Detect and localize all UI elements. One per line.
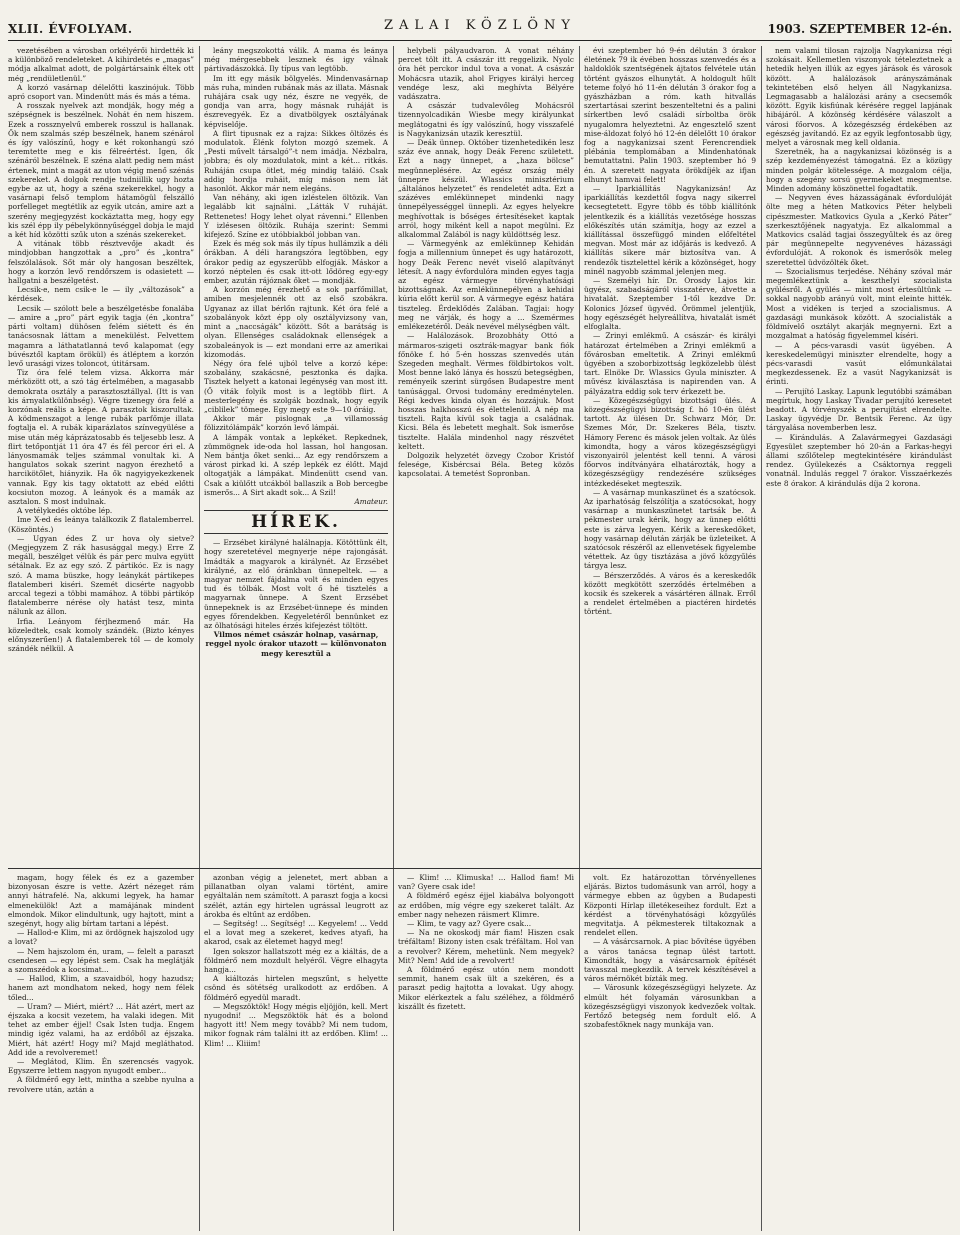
col4-paragraph: — Közegészségügyi bizottsági ülés. A közegészségügyi bizottság f. hó 10-én ülést tartott. Az ülésen Dr. Schwarz Mór, Dr. Szemes Mór, Dr. Szekeres Béla, tisztv. Hámory Ferenc és mások jelen voltak. Az ülés kimondta, hogy a város közegészségügyi viszonyairól jelentést kell tenni. A városi főorvos indítványára elhatározták, hogy a közegészségügy rendezésére szükséges intézkedéseket megteszik. <box>584 395 756 488</box>
col4-paragraph: — A vasárnap munkaszünet és a szatócsok. Az iparhatóság felszólítja a szatócsokat, hogy vasárnap a munkaszünetet tartsák be. A pékmester urak kérik, hogy az ünnep előtti este is zárva legyen. Kérik a kereskedőket, hogy vasárnap délután zárják be üzleteiket. A szatócsok részéről az ellenvetések figyelembe vétettek. Az ügy tisztázása a jövő közgyűlés tárgya lesz. <box>584 487 756 571</box>
col1-paragraph: — Ugyan édes Z ur hova oly sietve? (Megjegyzem Z rák hasusággal megy.) Erre Z megáll, beszélget vélük és pár perc mulva együtt sétálnak. Ez az egy szó. Z pártikóc. Ez is nagy szó. A mama büszke, hogy leánykát pártikepes flatalemberi kiséri. Szemét dicsérte nagyobb arccal tegezi a többi mamához. A többi pártikóp flatalemberre nérése oly hatást tesz, minta nálunk az állon. <box>8 533 194 617</box>
col5-paragraph: nem valami tilosan rajzolja Nagykanizsa régi szokásait. Kellemetlen viszonyok tételeztetnek a hetedik helyen illúk az egyes járások és városok között. A halálozások arányszámának tekintetében első helyen áll Nagykanizsa. Legmagasabb a halálozási arány a csecsemők között. Egyik kisfiúnak kérésére reggel lapjának hibájáról. A közönség kérdésére válaszolt a városi főorvos. A közegészség érdekében az egészség javítandó. Ez az egyik legfontosabb ügy, melyet a városnak meg kell oldania. <box>766 46 952 148</box>
col4-paragraph: — Iparkiállítás Nagykanizsán! Az iparkiállítás kezdettől fogva nagy sikerrel kecsegtetett. Egyre több és több kiállítónk jelentkezik és a kiállítás vezetősége hosszas előkészítés után számítja, hogy az ezzel a kiállítással összefüggő minden előfeltétel megvan. Most már az időjárás is kedvező. A kiállítás sikere már biztosítva van. A rendezők tisztelettel kérik a közönséget, hogy minél nagyobb számmal jelenjen meg. <box>584 184 756 276</box>
col3-paragraph: — Deák ünnep. Október tizenhetedikén lesz száz éve annak, hogy Deák Ferenc született. Ezt a nagy ünnepet, a „haza bölcse” megünneplésére. Az egész ország mély ünnepre készül. Wlassics minisztérium „általános helyzetet” és rendeletét adta. Ezt a százéves emlékünnepet mindenki nagy ünnepélyességgel ünnepli. Az egyes helyekre meghívottak is bőséges értesítéseket kaptak arról, hogy miként kell a napot megülni. Ez alkalommal Zalából is nagy küldöttség lesz. <box>398 138 574 240</box>
feuilleton-column-3 <box>398 873 574 1231</box>
col1-paragraph: A korzó vasárnap délelőtti kaszinójuk. Több apró csoport van. Mindenütt más és más a téma. <box>8 82 194 102</box>
col5-paragraph: — Negyven éves házasságának évfordulóját ölte meg a héten Matkovics Péter helybeli cipészmester. Matkovics Gyula a „Kerkó Páter” szerkesztőjének nagyatyja. Ez alkalommal a Matkovics család tagjai összegyűltek és az öreg pár megünnepelte negyvenéves házassági évfordulóját. A rokonok és ismerősök meleg szeretettel üdvözölték őket. <box>766 193 952 267</box>
col2-paragraph: Van néhány, aki igen izléstelen öltözik. Van legalább kit sajnálni. „Látták V ruháját. Rettenetes! Hogy lehet olyat rávenni.” Ellenben Y izlésesen öltözik. Ruhája szerint: Semmi kifejező. Színe ez utóbbiakból jobban van. <box>204 193 388 240</box>
col2-paragraph: A flirt tipusnak ez a rajza: Sikkes öltözés és modulatok. Élénk folyton mozgó szemek. A „Pesti művelt társalgó”-t nem imádja. Nézbalra, jobbra; és oly mozdulatok, mint a két... ritkás. Ruháján csupa ötlet, még mindig taláió. Csak addig hordja ruháit, míg máson nem lát hasonlót. Akkor már nem elegáns. <box>204 128 388 194</box>
col3-paragraph: helybeli pályaudvaron. A vonat néhány percet tölt itt. A császár itt reggelizik. Nyolc óra hét perckor indul tova a vonat. A császár Mohácsra utazik, ahol Frigyes királyi herceg vendége lesz, aki meghívta Bélyére vadászatra. <box>398 46 574 102</box>
col3-paragraph: — Vármegyénk az emlékünnep Kehidán fogja a millennium ünnepet és ugy határozott, hogy Deák Ferenc nevét viselő alapítványt létesít. A nagy évfordulóra minden egyes tagja az egész vármegye törvényhatósági bizottságnak. Az emlékünnepélyen a kehidai kúria előtt kerül sor. A vármegye egész határa tiszteleg. Érdeklődés Zalában. Tagjai: hogy meg ne várják, és hogy a ... Szemérmes emlékezetéről. Deák nevével mélységben vált. <box>398 239 574 332</box>
column-divider <box>761 46 762 1231</box>
newspaper-title: ZALAI KÖZLÖNY <box>383 18 576 33</box>
col3-paragraph: — Halálozások. Brozobháty Ottó a mármaros-szigeti osztrák-magyar bank fiók főnöke f. hó 5-én hosszas szenvedés után Szegeden meghalt. Vérmes földbirtokos volt. Most benne lakó lánya és hosszú betegségben, reményeik szerint sürgősen Budapestre ment tanúsággal. Orvosi tudomány eredménytelen. Régi kedves kinda olyan és hozzájuk. Most hosszas halkhosszú és élettelenül. A nép ma tiszteli. Rajta kívül sok tagja a családnak. Kicsi. Béla és lebetett meghalt. Sok ismerőse tisztelte. Halála mindenhol nagy részvétet keltett. <box>398 331 574 451</box>
col5-paragraph: — Kirándulás. A Zalavármegyei Gazdasági Egyesület szeptember hó 20-án a Farkas-hegyi állami szőlőtelep megtekintésére kirándulást rendez. Gyülekezés a Csáktornya reggeli vonatnál. Indulás reggel 7 órakor. Visszaérkezés este 8 órakor. A kirándulás díja 2 korona. <box>766 432 952 488</box>
column-5 <box>766 46 952 1231</box>
col5-paragraph: Szeretnék, ha a nagykanizsai közönség is a szép kezdeményezést támogatná. Ez a közügy minden polgár kötelessége. A mozgalom célja, hogy a szegény sorsú gyermekeket megmentse. Minden adomány köszönettel fogadtatik. <box>766 147 952 194</box>
b2-paragraph: Igen sokszor hallatszott még ez a kiáltás, de a földmérő nem mozdult helyéről. Végre elhagyta hangja... <box>204 946 388 975</box>
col1-paragraph: Lecsik-e, nem csik-e le — ily „változások” a kérdések. <box>8 285 194 304</box>
b1-paragraph: A földmérő egy lett, mintha a szebbe nyulna a revolvere után, aztán a <box>8 1075 194 1094</box>
b2-paragraph: azonban végig a jelenetet, mert abban a pillanatban olyan valami történt, amire egyáltalán nem számított. A paraszt fogja a kocsi szélét, aztán egy hirtelen ugrással leugrott az árokba és eltűnt az erdőben. <box>204 873 388 919</box>
b1-paragraph: — Hallod, Klim, a szavaidból, hogy hazudsz; hanem azt mondhatom neked, hogy nem félek tőled... <box>8 974 194 1002</box>
b1-paragraph: — Meglátod, Klim. Én szerencsés vagyok. Egyszerre lettem nagyon nyugodt ember... <box>8 1057 194 1076</box>
col2-headline: Vilmos német császár holnap, vasárnap, reggel nyolc órakor utazott — különvonaton megy keresztül a <box>205 630 387 658</box>
col5-paragraph: — Szocialismus terjedése. Néhány szóval már megemlékeztünk a kesztheIyi szocialista gyülésről. A gyülés — mint most értesültünk — sokkal nagyobb arányú volt, mint eleinte hitték. Most a vidéken is terjed a szocialismus. A gazdasági munkások között. A szocialisták a földmívelő osztályt akarják megnyerni. Ezt a mozgalmat a hatóság figyelemmel kíséri. <box>766 266 952 341</box>
feuilleton-divider <box>8 868 761 869</box>
col2-paragraph: Ezek és még sok más ily típus hullámzik a déli órákban. A déli harangszóra legtöbben, egy órakor pedig az egyszerűbb elfogják. Máskor a korzó néptelen és csak itt-ott lődöreg egy-egy ember, azután rájóznak őket — mondják. <box>204 239 388 286</box>
col3-paragraph: Dolgozik helyzetét özvegy Czobor Kristóf felesége, Kisbércsai Béla. Beteg közös kapcsolatai. A temetést Sopronban. <box>398 450 574 479</box>
col2-paragraph: A korzón még érezhető a sok parfőmillat, amiben mesjelennék ott az első szobákra. Ugyanaz az illat bérlőn rajtunk. Két óra felé a szobalányok közt épp oly osztályvizsony van, mint a „naccságák” között. Sőt a barátság is olyan. Ellenséges családoknak ellenségek a szobaleányok is — ezt mondani erre az amerikai kizomodás. <box>204 285 388 359</box>
feuilleton-column-2 <box>204 873 388 1231</box>
col3-paragraph: A császár tudvalevőleg Mohácsról tizennyolcadikán Wiesbe megy királyunkat meglátogatni és így valószínű, hogy visszafelé is Nagykanizsán utazik keresztül. <box>398 101 574 138</box>
col2-paragraph: leány megszokottá válik. A mama és leánya még mérgesebbek lesznek és igy válnak pártivadászokká. Ily típus van legtöbb. <box>204 46 388 74</box>
b1-paragraph: — Hallod-e Klim, mi az ördögnek hajszolod ugy a lovat? <box>8 928 194 947</box>
b3-paragraph: A földmérő egész éjjel kiabálva bolyongott az erdőben, míg végre egy szekeret talált. Az ember nagy nehezen ráismert Klimre. <box>398 891 574 919</box>
col1-paragraph: A rosszak nyelvek azt mondják, hogy még a szépségnek is beszélnek. Nohát én nem hiszem. Ezek a rossznyelvű emberek rosszul is hallanak. Ők nem szalmás szép beszélnek, hanem szénárol és így valószínű, hogy e két rokonhangú szó teremtette meg e kis félreértést. Igen, ők szénáról beszélnek. E széna alatt pedig nem mást értenek, mint a magát az uton végig menő szénás szekereket. A dolgok rendje tudniillik ugy hozta egybe az ut, hogy a széna szekerekkel, hogy a vasárnapi felső templom hátamögül felszálló porfelleget megtétlik az egyik utcán, amire azt a szerény megjegyzést kockáztatta meg, hogy egy kis szél épp ily pébelykönnyűséggel dobja le majd a két híd közötti szűk uton a szénás szekereket. <box>8 101 194 240</box>
col4-paragraph: — Bérszerződés. A város és a kereskedők között megkötött szerződés értelmében a kocsik és szekerek a vásártéren állnak. Erről a rendelet értelmében a piactéren hirdetés történt. <box>584 570 756 617</box>
column-4 <box>584 46 756 864</box>
b3-paragraph: — Klim! ... Klimuska! ... Hallod fiam! Mi van? Gyere csak ide! <box>398 873 574 892</box>
b4-paragraph: — A vásárcsarnok. A piac bővítése ügyében a város tanácsa tegnap ülést tartott. Kimondták, hogy a vásárcsarnok építését tavasszal megkezdik. A tervek készítésével a város mérnökét bízták meg. <box>584 937 756 984</box>
b1-paragraph: — Uram? — Miért, miért? ... Hát azért, mert az éjszaka a kocsit vezetem, ha valaki idegen. Mit tehet az ember éjjel! Csak Isten tudja. Engem mindig igéz valami, ha az erdőből az éjszaka. Miért, hát azért! Hogy mi? Majd megláthatod. Add ide a revolveremet! <box>8 1001 194 1057</box>
col1-paragraph: A vetélykedés októbe lép. <box>17 506 113 516</box>
feuilleton-column-4 <box>584 873 756 1231</box>
b2-paragraph: — Segítség! ... Segítség! ... Kegyelem! ... Vedd el a lovat meg a szekeret, kedves atyafi, ha akarod, csak az életemet hagyd meg! <box>204 919 388 947</box>
col1-paragraph: A vitának több résztvevője akadt és mindjobban hangzottak a „pro” és „kontra” felszólalások. Sőt már oly hangosan beszéltek, hogy a korzón levő rendőrszem is odasietett — hallgatni a beszélgetést. <box>8 239 194 286</box>
b3-paragraph: — Klim, te vagy az? Gyere csak... <box>407 919 532 929</box>
b2-paragraph: — Megszöktök! Hogy mégis eljöjjön, kell. Mert nyugodni! ... Megszöktök hát és a bolond hagyott itt! Nem megy tovább? Mi nem tudom, mikor fognak rám találni itt az erdőben. Klim! ... Klim! ... Kliiim! <box>204 1001 388 1048</box>
b4-paragraph: — Városunk közegészségügyi helyzete. Az elmúlt hét folyamán városunkban a közegészségügyi viszonyok kedvezőek voltak. Fertőző betegség nem fordult elő. A szobafestőknek nagy munkája van. <box>584 983 756 1030</box>
column-divider <box>199 46 200 1231</box>
b1-paragraph: — Nem hajszolom én, uram, — felelt a paraszt csendesen — egy lépést sem. Csak ha meglátják a szomszédok a kocsimat... <box>8 946 194 975</box>
col2-paragraph: A lámpák vontak a lepkéket. Repkednek, zümmögnek ide-oda hol lassan, hol hangosan. Nem bántja őket senki... Az egy rendőrszem a várost pirkad ki. A szép lepkék ez élőtt. Majd oltogatják a lámpákat. Mindenütt csend van. Csak a kiülőtt utcákból ballaszik a Bob bercegbe ismerős... A Sirt akadt sok... A Szil! <box>204 432 388 497</box>
col4-paragraph: — Zrinyi emlékmű. A császár- és királyi határozat értelmében a Zrinyi emlékmű a fővárosban emeltetik. A Zrinyi emlékmű ügyében a szoborbizottság legközelebb ülést tart. Elnöke Dr. Wlassics Gyula miniszter. A művész kiválasztása is napirenden van. A pályázatra eddig sok terv érkezett be. <box>584 331 756 396</box>
col1-paragraph: Ime X-ed és leánya találkozik Z flatalemberrel. (Köszöntés.) <box>8 515 194 534</box>
column-1 <box>8 46 194 864</box>
feuilleton-column-1 <box>8 873 194 1231</box>
col1-paragraph: Irfia. Leányom férjhezmenő már. Ha közeledtek, csak komoly szándék. (Bizto kényes előnyszerűen!) A flatalemberek tól — de komoly szándék nélkül. A <box>8 616 194 654</box>
col2-paragraph: Négy óra felé ujból telve a korzó képe: szobalány, szakácsné, pesztonka és dajka. Tisztek helyett a katonai legénység van most itt. (Ő viták folyik most is a legtöbb flirt. A mesterlegény és szolgák bozdnak, hogy egyik „ciblilek” tömege. Egy megy este 9—10 óráig. <box>204 358 388 414</box>
section-title-hirek: HÍREK. <box>204 510 388 534</box>
column-3 <box>398 46 574 864</box>
column-2 <box>204 46 388 864</box>
volume-label: XLII. ÉVFOLYAM. <box>8 22 133 36</box>
issue-date: 1903. SZEPTEMBER 12-én. <box>767 22 952 36</box>
author-signature: Amateur. <box>354 496 388 506</box>
b2-paragraph: A kiáltozás hirtelen megszűnt, s helyette csönd és sötétség uralkodott az erdőben. A földmérő egyedül maradt. <box>204 974 388 1002</box>
b1-paragraph: magam, hogy félek és ez a gazember bizonyosan észre is vette. Azért nézeget rám annyi hátrafelé. Na, akkumi legyek, ha hamar elmenekülök! Azt a mamájának mindent elmondok. Mikor elindultunk, ugy hajtott, mint a szegényt, hogy alig bírtam tartani a lépést. <box>8 873 194 929</box>
col5-paragraph: — A pécs-varasdi vasút ügyében. A kereskedelemügyi miniszter elrendelte, hogy a pécs-varasdi vasút előmunkálatai megkezdessenek. Ez a vasút Nagykanizsát is érinti. <box>766 340 952 387</box>
col2-paragraph: — Erzsébet királyné halálnapja. Kötöttünk élt, hogy szeretetével megnyerje népe rajongását. Imádták a magyarok a királynét. Az Erzsébet királyné, az elő óránkban ünnepeltek. — a magyar nemzet fájdalma volt és minden egyes tud és tölbák. Most volt ő hé tisztelés a magyarnak ünnepe. A Szent Erzsébet ünnepeknek is az Erzsébet-ünnepe és minden egyes főrendekben. Kegyeletéről bennünket ez az ölhatósági hiteles érzés kifejezést töltött. <box>204 538 388 630</box>
b3-paragraph: — Na ne okoskodj már fiam! Hiszen csak tréfáltam! Bizony isten csak tréfáltam. Hol van a revolver? Kérem, mehetünk. Nem megyek? Mit? Nem! Add ide a revolvert! <box>398 928 574 965</box>
col5-paragraph: — Perujító Laskay. Lapunk legutóbbi számában megírtuk, hogy Laskay Tivadar perujító keresetet beadott. A törvényszék a perujítást elrendelte. Laskay ügyvédje Dr. Bentsik Ferenc. Az ügy tárgyalása novemberben lesz. <box>766 386 952 433</box>
col1-paragraph: Tiz óra felé telem vizsa. Akkorra már mérközött ott, a szó tág értelmében, a magasabb demokrata osztály a parasztosztállyal. (Itt is van kis árnyalatkülönbség). Végre tizenegy óra felé a korzónak reális a képe. A parasztok kiszorultak. A ködmenszagot a lenge rubák parfőmje illata fogtalja el. A rubák kiparázlatos színvegyülése a mise után még káprázatosabb és teljesebb lesz. A flirt tetőpontját 11 óra 47 és fél percor éri el. A lányosmamák teljes számmal vonultak ki. A hangulatos sokak szerint nagyon érezhető a harcikötőlet, hiányzik. Ha ők nagyigyekezkenek vannak. Egy kis tagy oktatott az ebéd előtti kocsiuton mozog. A leányok és a mamák az asztalon. S most indulnak. <box>8 368 194 506</box>
masthead-rule <box>8 40 952 41</box>
column-divider <box>393 46 394 1231</box>
b4-paragraph: volt. Ez határozottan törvényellenes eljárás. Biztos tudomásunk van arról, hogy a vármegye ebben az ügyben a Budapesti Központi Hírlap illetékeseihez fordult. Ezt a kérdést a törvényhatósági közgyűlés megvitatja. A pékmesterek tiltakoznak a rendelet ellen. <box>584 873 756 938</box>
col1-paragraph: vezetésében a városban orkélyérői hirdették ki a különböző rendeleteket. A kihirdetés e „magas” módja alkalmat adott, de polgártársaink éltek ott még „rendületlenül.” <box>8 46 194 83</box>
col4-paragraph: évi szeptember hó 9-én délután 3 órakor életének 79 ik évében hosszas szenvedés és a haldoklók szentségének ájtatos felvétele után történt gyászos elhunytát. A holdogult hűlt teteme folyó hó 11-én délután 3 órakor fog a gyászházban a róm. kath hitvallás szertartásai szerint beszenteltetni és a palini sírkertben levő családi sírboltba örök nyugalomra helyeztetni. Az engesztelő szent mise-áldozat folyó hó 12-én délelőtt 10 órakor fog a nagykanizsai szent Ferencrendiek plébánia templomában a Mindenhatónak bemutattatni. Palin 1903. szeptember hó 9 én. A szeretett nagyata örökdíjék az ifjan elhunyt hamvai felett! <box>584 46 756 184</box>
col4-paragraph: — Személyi hír. Dr. Orosdy Lajos kir. ügyész, szabadságáról visszatérve, átvette a hivatalát. Szeptember 1-től kezdve Dr. Kolonics József ügyvéd. Örömmel jelentjük, hogy egészségét helyreállítva, hivatalát ismét elfoglalta. <box>584 276 756 332</box>
b3-paragraph: A földmérő egész utón nem mondott semmit, hanem csak ült a szekéren, és a paraszt pedig hajtotta a lovakat. Ugy ahogy. Mikor elérkeztek a falu széléhez, a földmérő kiszállt és fizetett. <box>398 965 574 1011</box>
col1-paragraph: Lecsik — szólott bele a beszélgetésbe fonalába — amire a „pro” párt egyik tagja (én „kontra” párti voltam) dühösen felém siétett és én tanácsosnak láttam a menekülést. Felvettem magamra a láthatatlanná tevő kalapomat (egy búvésztől kaptam örökül) és átléptem a korzón levő urasági vizes toloncot, útitársam. <box>8 303 194 368</box>
col2-paragraph: Akkor már pislognak „a villamosság fölizzitólámpák” korzón levő lámpái. <box>204 414 388 433</box>
masthead <box>8 18 952 38</box>
column-divider <box>579 46 580 1231</box>
col2-paragraph: Im itt egy másik bölgyelés. Mindenvasárnap más ruha, minden rubának más az illata. Másnak ruhájára csak ugy néz, észre ne vegyék, de gondja van arra, hogy másnak ruháját is észrevegyék. Ez a divatbölgyek osztályának képviselője. <box>204 73 388 129</box>
